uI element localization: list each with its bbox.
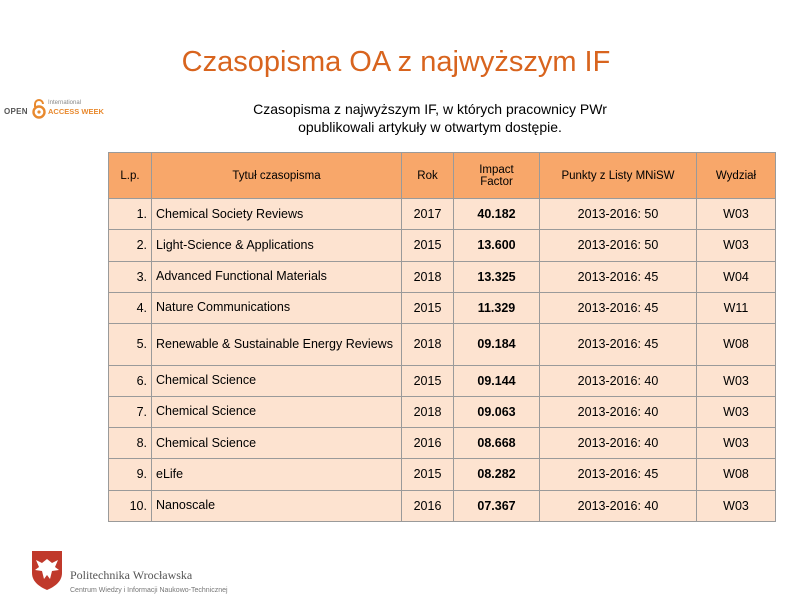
- cell-points: 2013-2016: 50: [540, 230, 697, 261]
- cell-year: 2018: [402, 261, 454, 292]
- cell-year: 2015: [402, 459, 454, 490]
- subtitle-line-2: opublikowali artykuły w otwartym dostępie.: [298, 119, 562, 135]
- cell-title: Advanced Functional Materials: [152, 261, 402, 292]
- table-row: [109, 396, 776, 427]
- oa-logo-access-text: ACCESS: [48, 107, 80, 116]
- cell-impact: 09.144: [454, 365, 540, 396]
- cell-impact: 13.325: [454, 261, 540, 292]
- cell-year: 2015: [402, 365, 454, 396]
- cell-points: 2013-2016: 45: [540, 459, 697, 490]
- table-row: [109, 428, 776, 459]
- table-row: [109, 365, 776, 396]
- oa-logo-access-week: [48, 107, 104, 116]
- slide-title: Czasopisma OA z najwyższym IF: [181, 46, 611, 78]
- pwr-subtitle: Centrum Wiedzy i Informacji Naukowo-Technicznej: [70, 587, 228, 594]
- cell-year: 2017: [402, 199, 454, 230]
- header-title: Tytuł czasopisma: [152, 153, 402, 199]
- table-row: [109, 292, 776, 323]
- politechnika-logo: [30, 545, 280, 595]
- cell-dept: W03: [697, 199, 776, 230]
- header-points: Punkty z Listy MNiSW: [540, 153, 697, 199]
- table-row: [109, 490, 776, 521]
- cell-points: 2013-2016: 40: [540, 490, 697, 521]
- cell-dept: W03: [697, 490, 776, 521]
- cell-impact: 09.063: [454, 396, 540, 427]
- cell-dept: W04: [697, 261, 776, 292]
- cell-title: Nanoscale: [152, 490, 402, 521]
- table-row: [109, 459, 776, 490]
- cell-year: 2016: [402, 490, 454, 521]
- cell-year: 2015: [402, 230, 454, 261]
- cell-title: Chemical Society Reviews: [152, 199, 402, 230]
- cell-points: 2013-2016: 45: [540, 324, 697, 365]
- oa-logo-international-text: International: [48, 100, 82, 106]
- cell-impact: 09.184: [454, 324, 540, 365]
- table-header-row: [109, 153, 776, 199]
- cell-title: Light-Science & Applications: [152, 230, 402, 261]
- cell-impact: 08.668: [454, 428, 540, 459]
- cell-impact: 13.600: [454, 230, 540, 261]
- cell-lp: 1.: [109, 199, 152, 230]
- cell-lp: 3.: [109, 261, 152, 292]
- cell-dept: W03: [697, 365, 776, 396]
- cell-points: 2013-2016: 40: [540, 396, 697, 427]
- table-row: [109, 230, 776, 261]
- cell-lp: 4.: [109, 292, 152, 323]
- subtitle-line-1: Czasopisma z najwyższym IF, w których pracownicy PWr: [253, 101, 607, 117]
- cell-impact: 07.367: [454, 490, 540, 521]
- cell-dept: W11: [697, 292, 776, 323]
- header-impact-factor: [454, 153, 540, 199]
- cell-title: Chemical Science: [152, 365, 402, 396]
- header-lp: L.p.: [109, 153, 152, 199]
- cell-lp: 7.: [109, 396, 152, 427]
- cell-year: 2015: [402, 292, 454, 323]
- cell-points: 2013-2016: 40: [540, 365, 697, 396]
- pwr-name: Politechnika Wrocławska: [70, 568, 193, 582]
- cell-title: Chemical Science: [152, 396, 402, 427]
- pwr-eagle-emblem-icon: [30, 549, 64, 591]
- cell-impact: 08.282: [454, 459, 540, 490]
- cell-dept: W03: [697, 396, 776, 427]
- cell-title: eLife: [152, 459, 402, 490]
- oa-logo-open-text: OPEN: [4, 107, 28, 116]
- cell-year: 2018: [402, 396, 454, 427]
- journals-table: [108, 152, 776, 522]
- cell-dept: W08: [697, 459, 776, 490]
- cell-points: 2013-2016: 45: [540, 261, 697, 292]
- table-row: [109, 261, 776, 292]
- cell-lp: 2.: [109, 230, 152, 261]
- slide-subtitle: [200, 100, 660, 136]
- open-access-week-logo: [4, 98, 124, 122]
- header-year: Rok: [402, 153, 454, 199]
- cell-year: 2018: [402, 324, 454, 365]
- cell-lp: 9.: [109, 459, 152, 490]
- cell-year: 2016: [402, 428, 454, 459]
- cell-points: 2013-2016: 50: [540, 199, 697, 230]
- cell-dept: W03: [697, 230, 776, 261]
- cell-lp: 6.: [109, 365, 152, 396]
- cell-dept: W03: [697, 428, 776, 459]
- cell-title: Renewable & Sustainable Energy Reviews: [152, 324, 402, 365]
- table-row: [109, 199, 776, 230]
- header-impact-line1: Impact: [479, 163, 514, 176]
- oa-logo-week-text: WEEK: [81, 107, 104, 116]
- cell-lp: 5.: [109, 324, 152, 365]
- header-dept: Wydział: [697, 153, 776, 199]
- cell-lp: 10.: [109, 490, 152, 521]
- cell-title: Nature Communications: [152, 292, 402, 323]
- open-access-lock-icon: [32, 99, 46, 119]
- cell-impact: 40.182: [454, 199, 540, 230]
- cell-points: 2013-2016: 40: [540, 428, 697, 459]
- table-row: [109, 324, 776, 365]
- header-impact-line2: Factor: [480, 175, 513, 188]
- cell-impact: 11.329: [454, 292, 540, 323]
- cell-dept: W08: [697, 324, 776, 365]
- cell-lp: 8.: [109, 428, 152, 459]
- cell-points: 2013-2016: 45: [540, 292, 697, 323]
- cell-title: Chemical Science: [152, 428, 402, 459]
